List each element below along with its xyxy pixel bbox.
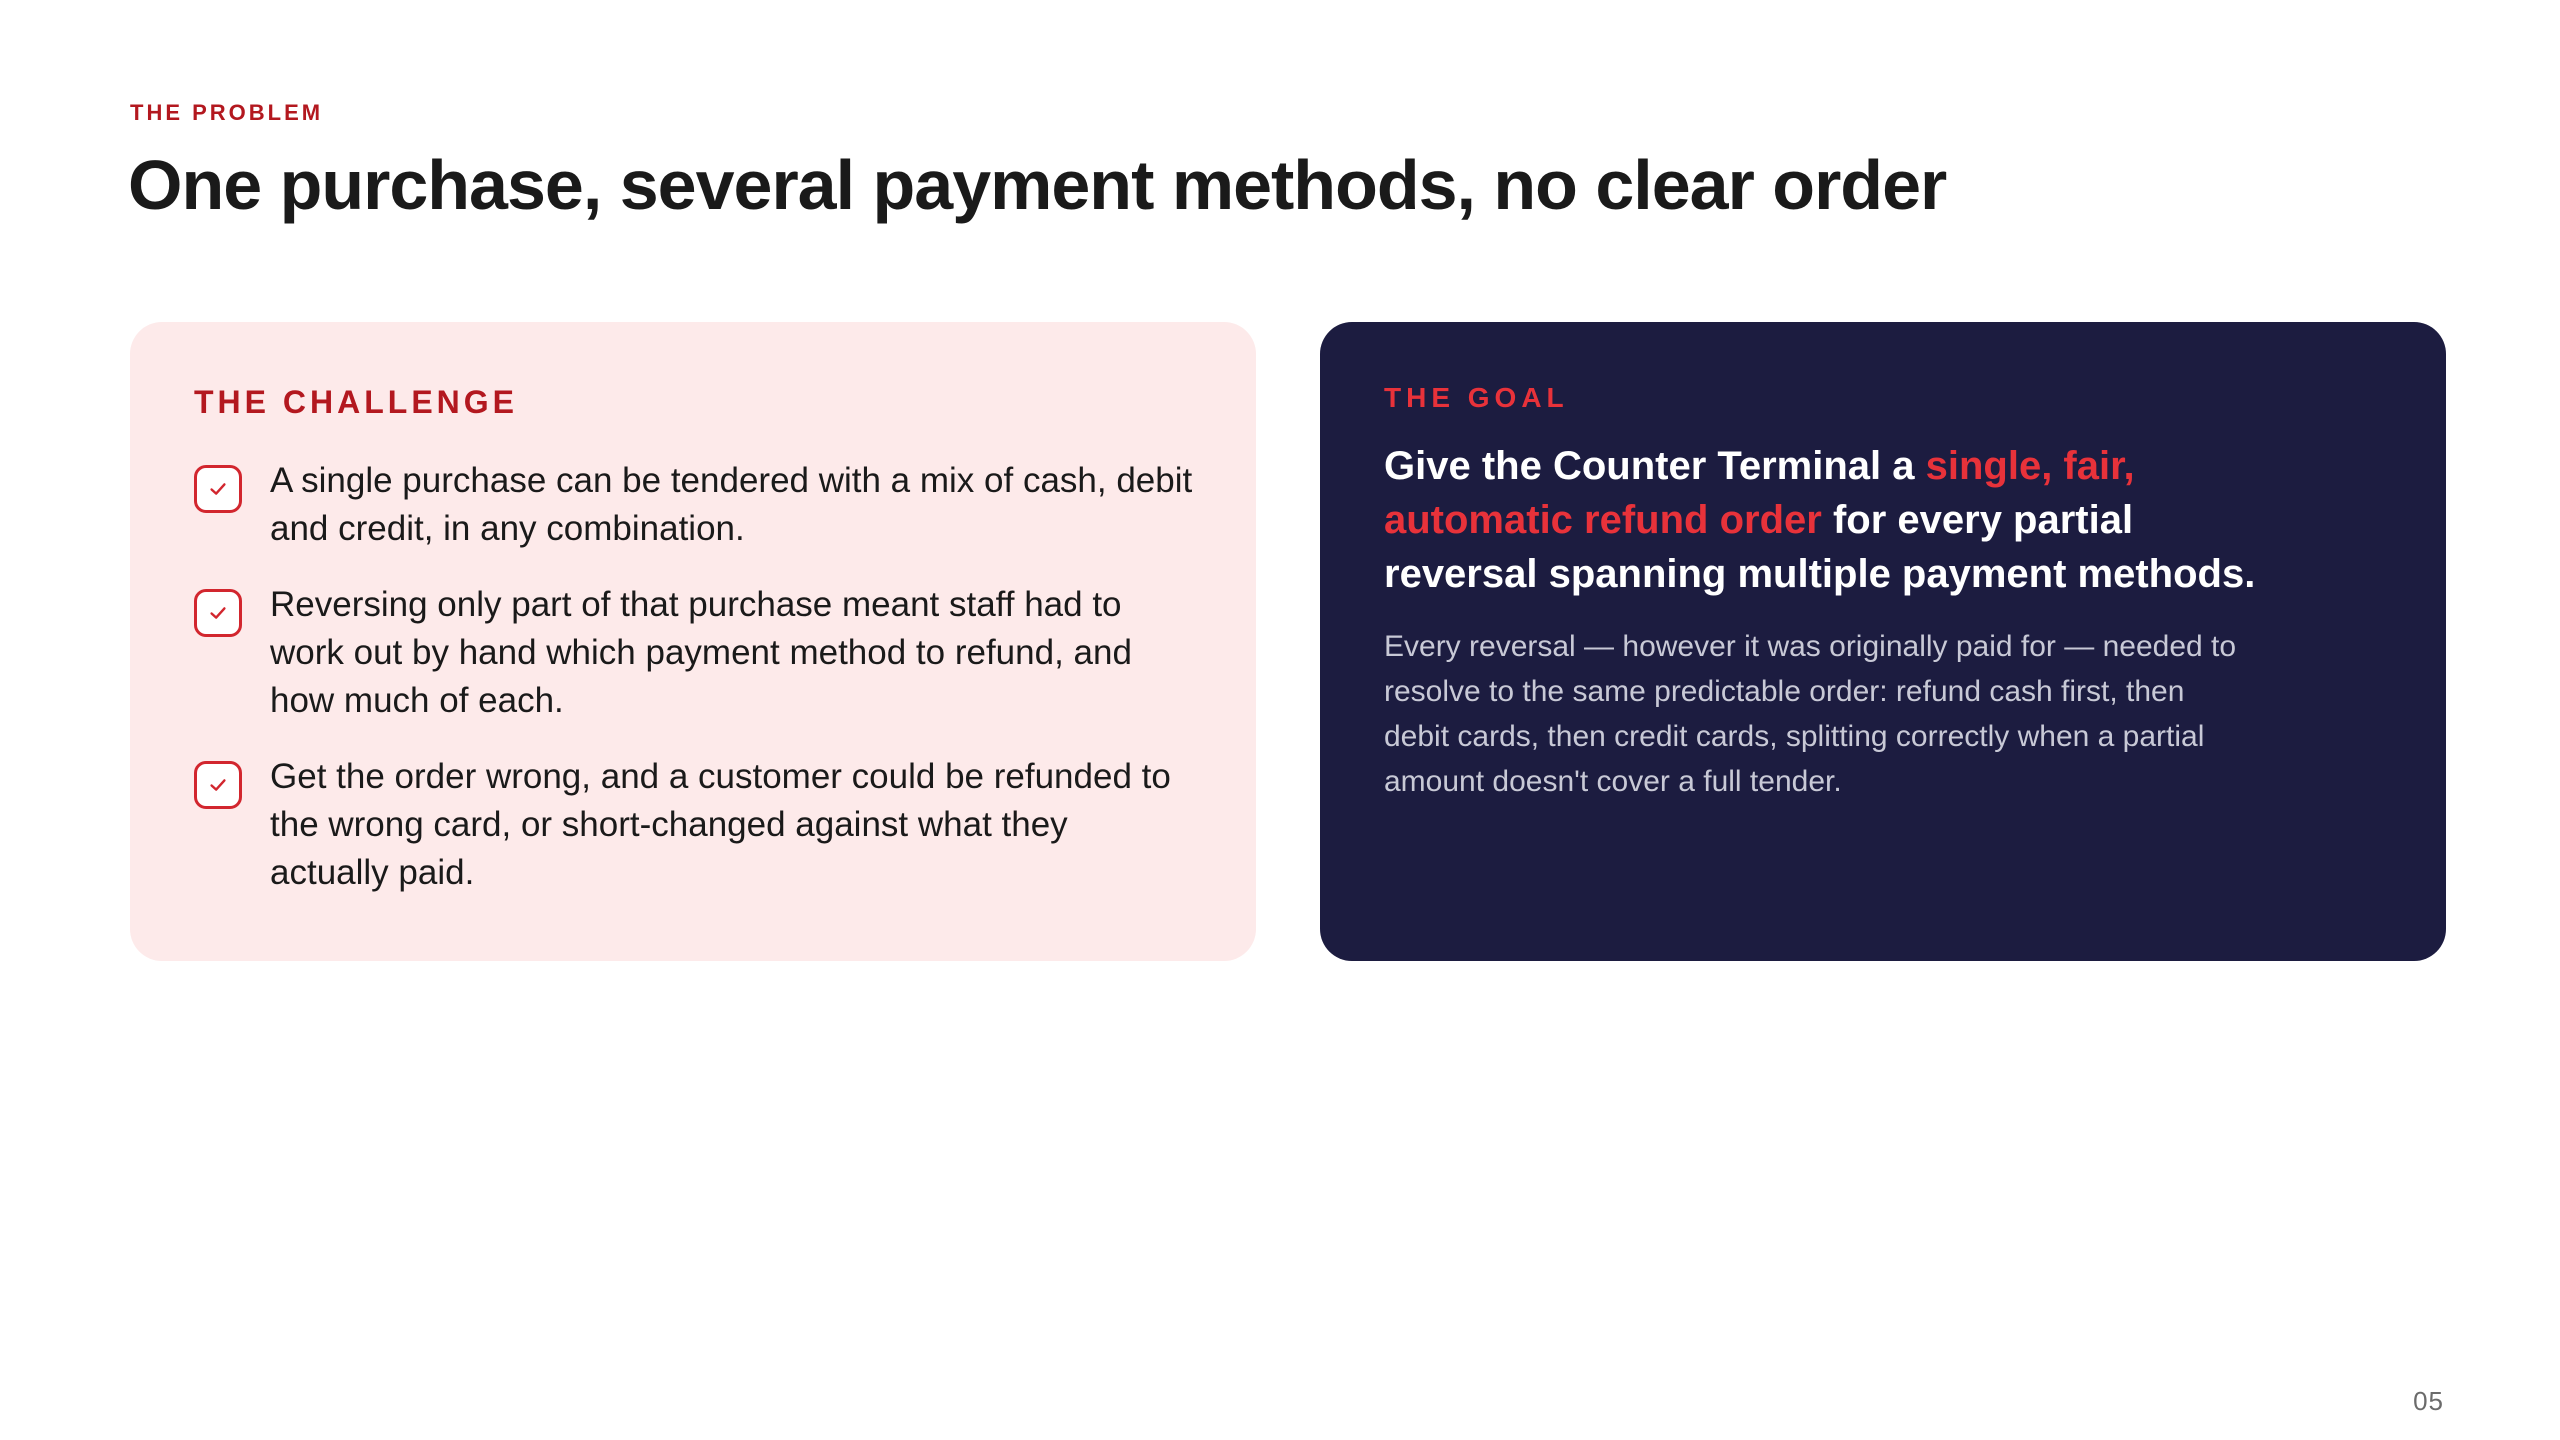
list-item xyxy=(194,753,1194,897)
goal-description: Every reversal — however it was originally paid for — needed to resolve to the same predictable order: refund cash first, then debit cards, then credit cards, splitting correctly when a partial amount doesn't cover a full tender. xyxy=(1384,630,2237,798)
goal-statement-tail: for every partial reversal spanning multiple payment methods. xyxy=(1384,498,2256,596)
list-item-text: A single purchase can be tendered with a mix of cash, debit and credit, in any combination. xyxy=(270,461,1193,548)
goal-statement-highlight: single, fair, automatic refund order xyxy=(1384,444,2135,542)
challenge-list xyxy=(194,457,1194,925)
goal-label: THE GOAL xyxy=(1384,382,1569,413)
goal-statement-lead: Give the Counter Terminal a xyxy=(1384,444,1926,488)
list-item-text: Reversing only part of that purchase meant staff had to work out by hand which payment method to refund, and how much of each. xyxy=(270,585,1132,720)
check-icon xyxy=(194,761,242,809)
challenge-card xyxy=(130,322,1256,961)
goal-card xyxy=(1320,322,2446,961)
page-number: 05 xyxy=(2413,1386,2444,1416)
list-item xyxy=(194,581,1194,725)
list-item xyxy=(194,457,1194,553)
list-item-text: Get the order wrong, and a customer could be refunded to the wrong card, or short-changed against what they actually paid. xyxy=(270,757,1171,892)
challenge-label: THE CHALLENGE xyxy=(194,384,518,420)
goal-statement xyxy=(1384,439,2284,601)
slide-title: One purchase, several payment methods, no clear order xyxy=(128,146,1947,224)
check-icon xyxy=(194,465,242,513)
check-icon xyxy=(194,589,242,637)
section-eyebrow: THE PROBLEM xyxy=(130,100,324,125)
